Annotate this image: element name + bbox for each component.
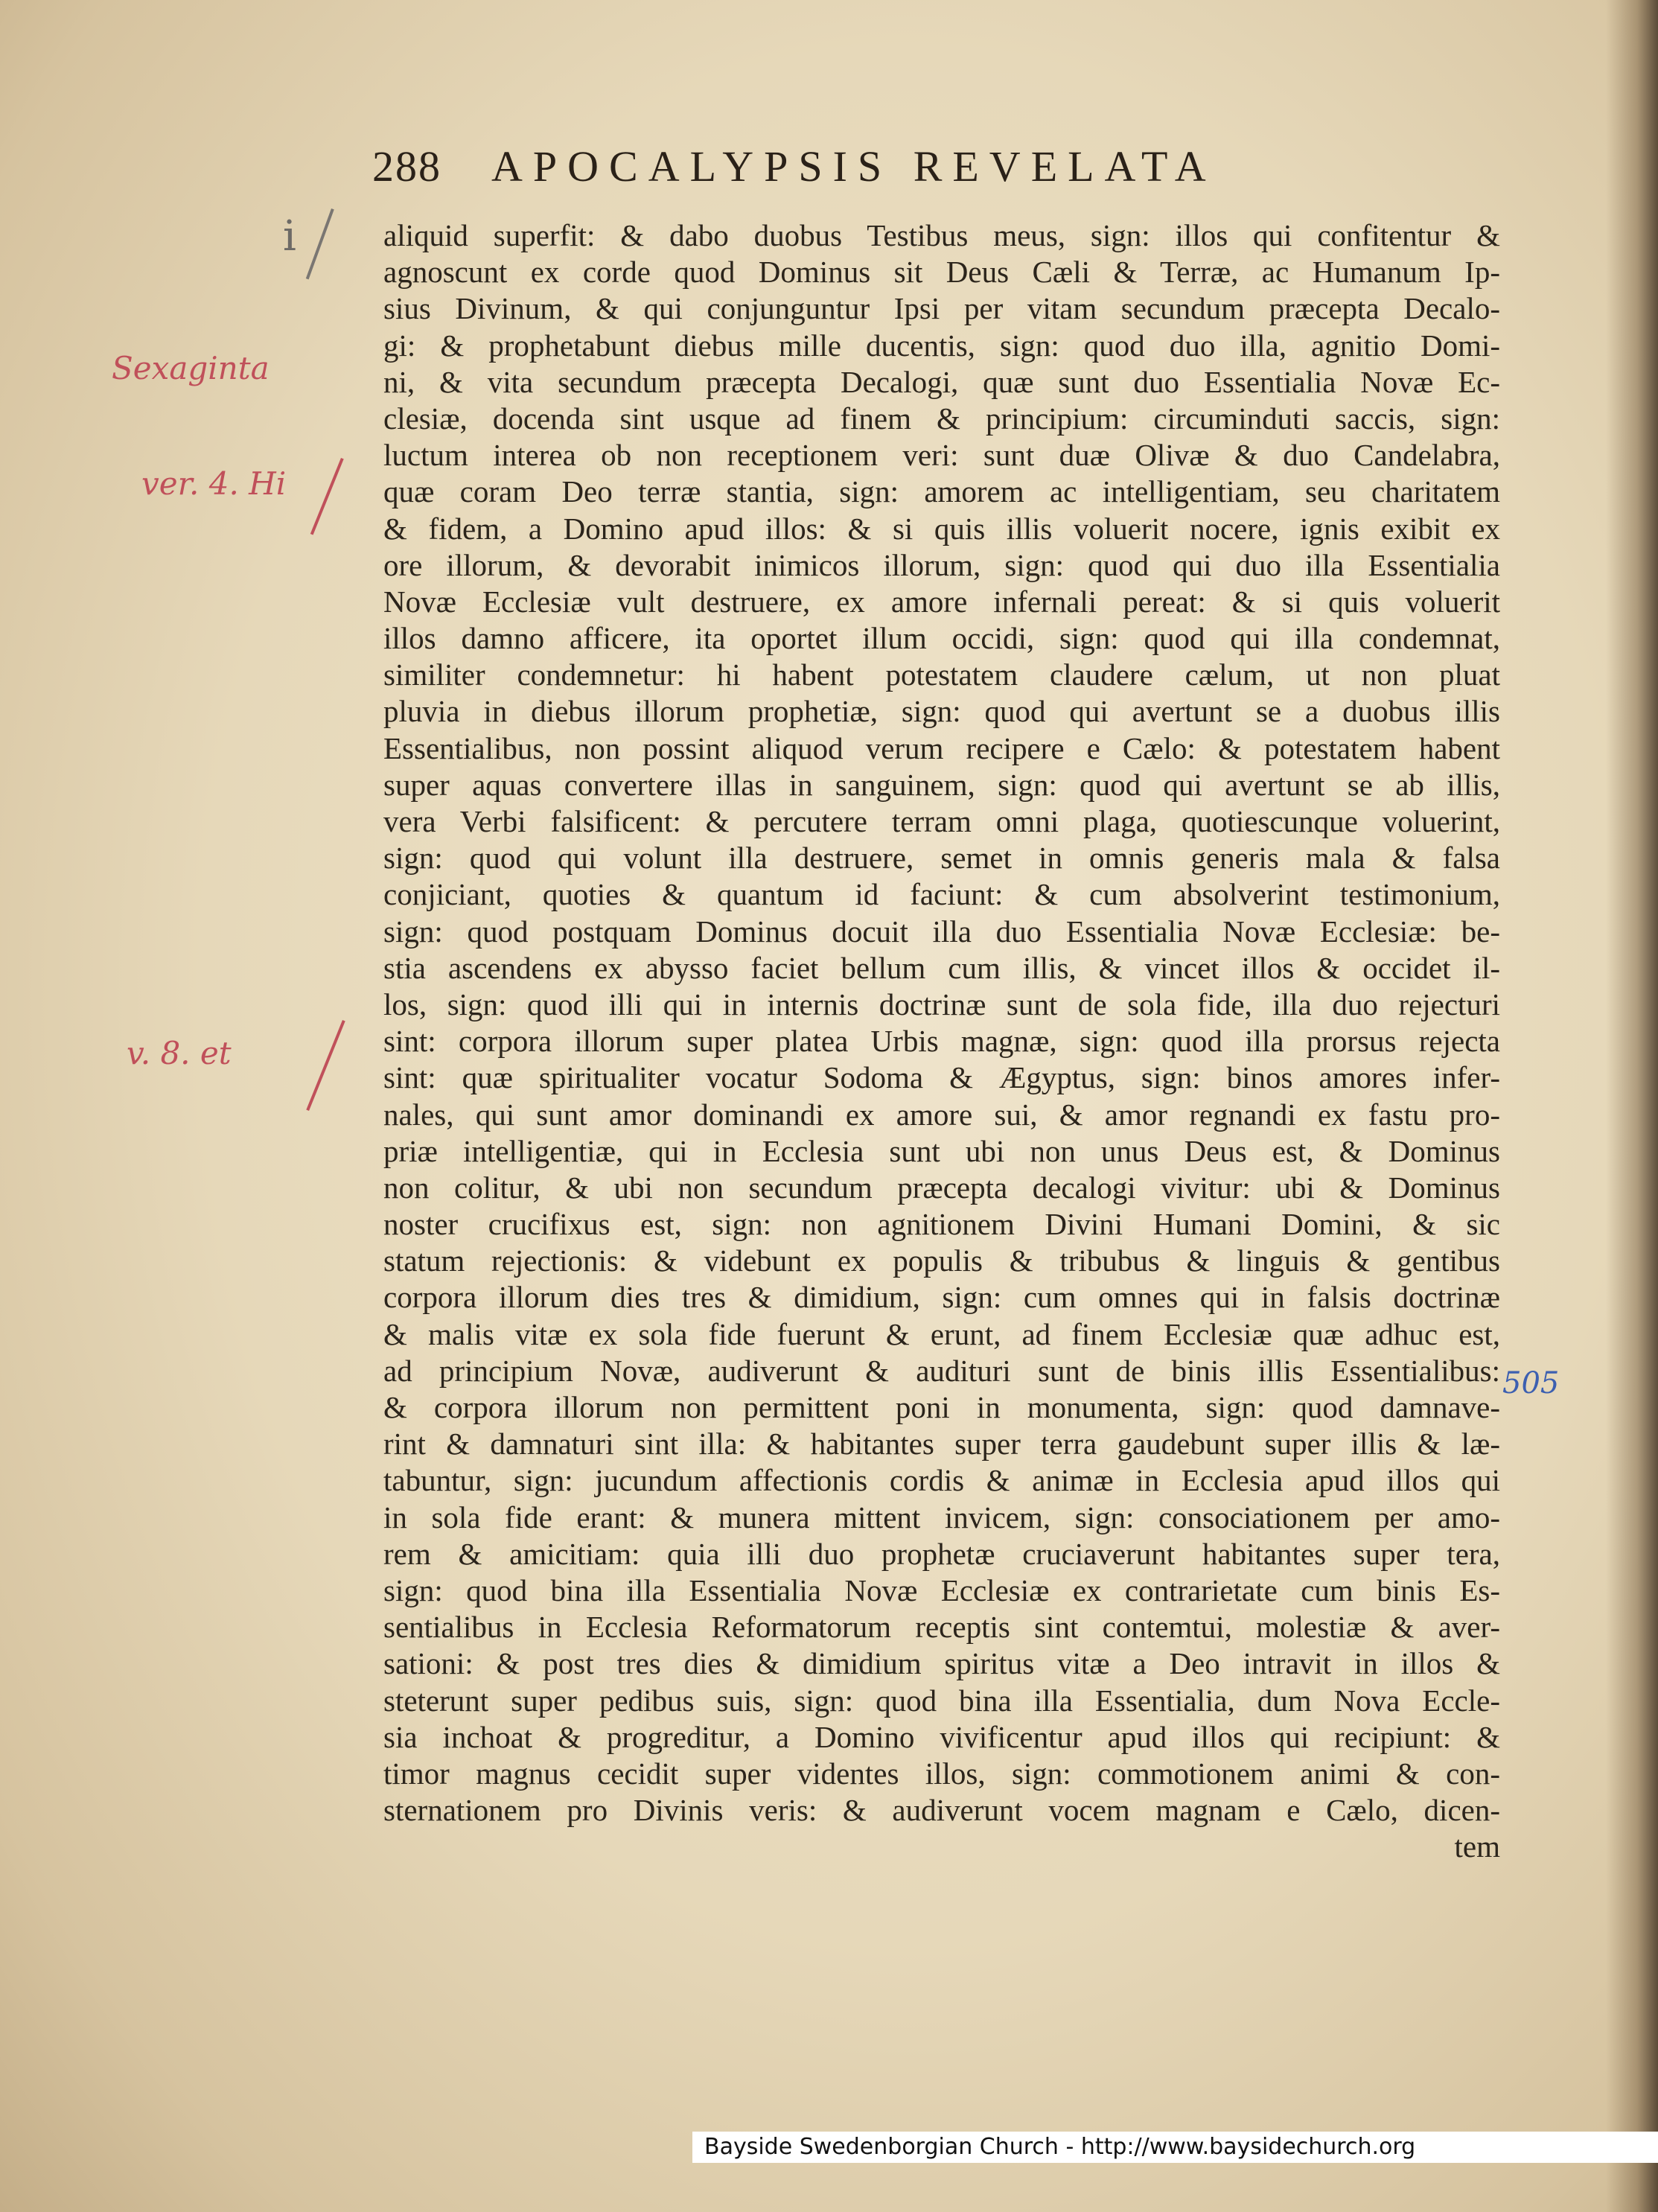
text-line: stia ascendens ex abysso faciet bellum cum illis, & vincet illos & occidet il- <box>383 950 1500 985</box>
text-line: clesiæ, docenda sint usque ad finem & principium: circuminduti saccis, sign: <box>383 401 1500 436</box>
text-line: sationi: & post tres dies & dimidium spiritus vitæ a Deo intravit in illos & <box>383 1646 1500 1681</box>
margin-note-i: i <box>283 212 296 261</box>
text-line-catchword: tem <box>1454 1829 1500 1864</box>
text-line: los, sign: quod illi qui in internis doctrinæ sunt de sola fide, illa duo rejecturi <box>383 987 1500 1021</box>
text-line: sia inchoat & progreditur, a Domino vivificentur apud illos qui recipiunt: & <box>383 1719 1500 1754</box>
margin-note-sexaginta: Sexaginta <box>112 350 270 386</box>
text-line: sternationem pro Divinis veris: & audiverunt vocem magnam e Cælo, dicen- <box>383 1793 1500 1828</box>
text-line: nales, qui sunt amor dominandi ex amore sui, & amor regnandi ex fastu pro- <box>383 1097 1500 1132</box>
page-number: 288 <box>372 142 441 191</box>
text-line: agnoscunt ex corde quod Dominus sit Deus Cæli & Terræ, ac Humanum Ip- <box>383 255 1500 290</box>
page-title: APOCALYPSIS REVELATA <box>491 142 1217 191</box>
margin-stroke <box>306 1020 345 1111</box>
text-line: aliquid superfit: & dabo duobus Testibus meus, sign: illos qui confitentur & <box>383 218 1500 252</box>
text-line: sentialibus in Ecclesia Reformatorum receptis sint contemtui, molestiæ & aver- <box>383 1610 1500 1645</box>
text-line: non colitur, & ubi non secundum præcepta decalogi vivitur: ubi & Dominus <box>383 1170 1500 1205</box>
text-line: steterunt super pedibus suis, sign: quod bina illa Essentialia, dum Nova Eccle- <box>383 1683 1500 1718</box>
text-line: sint: corpora illorum super platea Urbis magnæ, sign: quod illa prorsus rejecta <box>383 1024 1500 1059</box>
text-line: priæ intelligentiæ, qui in Ecclesia sunt ubi non unus Deus est, & Dominus <box>383 1133 1500 1168</box>
text-line: rem & amicitiam: quia illi duo prophetæ cruciaverunt habitantes super tera, <box>383 1536 1500 1571</box>
text-line: statum rejectionis: & videbunt ex populis & tribubus & linguis & gentibus <box>383 1243 1500 1278</box>
text-line: tabuntur, sign: jucundum affectionis cordis & animæ in Ecclesia apud illos qui <box>383 1463 1500 1498</box>
page-body-text <box>383 217 1500 1865</box>
margin-note-ver4: ver. 4. Hi <box>141 465 287 502</box>
page-gutter-shadow <box>1606 0 1658 2212</box>
text-line: luctum interea ob non receptionem veri: sunt duæ Olivæ & duo Candelabra, <box>383 438 1500 473</box>
watermark-footer: Bayside Swedenborgian Church - http://www.baysidechurch.org <box>692 2132 1658 2163</box>
text-line: sius Divinum, & qui conjunguntur Ipsi per vitam secundum præcepta Decalo- <box>383 291 1500 326</box>
text-line: & fidem, a Domino apud illos: & si quis illis voluerit nocere, ignis exibit ex <box>383 511 1500 546</box>
running-head <box>372 141 1444 201</box>
text-line: quæ coram Deo terræ stantia, sign: amorem ac intelligentiam, seu charitatem <box>383 474 1500 509</box>
text-line: timor magnus cecidit super videntes illos, sign: commotionem animi & con- <box>383 1756 1500 1791</box>
text-line: & malis vitæ ex sola fide fuerunt & erunt, ad finem Ecclesiæ quæ adhuc est, <box>383 1316 1500 1351</box>
text-line: gi: & prophetabunt diebus mille ducentis, sign: quod duo illa, agnitio Domi- <box>383 328 1500 363</box>
margin-stroke <box>306 208 334 279</box>
text-line: in sola fide erant: & munera mittent invicem, sign: consociationem per amo- <box>383 1499 1500 1534</box>
text-line: sint: quæ spiritualiter vocatur Sodoma & Ægyptus, sign: binos amores infer- <box>383 1060 1500 1095</box>
text-line: vera Verbi falsificent: & percutere terram omni plaga, quotiescunque voluerint, <box>383 804 1500 838</box>
margin-stroke <box>310 458 344 535</box>
text-line: & corpora illorum non permittent poni in monumenta, sign: quod damnave- <box>383 1390 1500 1424</box>
text-line: ad principium Novæ, audiverunt & audituri sunt de binis illis Essentialibus: <box>383 1353 1500 1388</box>
text-line: sign: quod postquam Dominus docuit illa duo Essentialia Novæ Ecclesiæ: be- <box>383 914 1500 949</box>
text-line: illos damno afficere, ita oportet illum occidi, sign: quod qui illa condemnat, <box>383 621 1500 656</box>
text-line: corpora illorum dies tres & dimidium, sign: cum omnes qui in falsis doctrinæ <box>383 1280 1500 1315</box>
text-line: Novæ Ecclesiæ vult destruere, ex amore infernali pereat: & si quis voluerit <box>383 584 1500 619</box>
text-line: pluvia in diebus illorum prophetiæ, sign: quod qui avertunt se a duobus illis <box>383 694 1500 729</box>
text-line: sign: quod bina illa Essentialia Novæ Ecclesiæ ex contrarietate cum binis Es- <box>383 1572 1500 1607</box>
text-line: rint & damnaturi sint illa: & habitantes super terra gaudebunt super illis & læ- <box>383 1427 1500 1462</box>
text-line: Essentialibus, non possint aliquod verum recipere e Cælo: & potestatem habent <box>383 730 1500 765</box>
text-line: conjiciant, quoties & quantum id faciunt: & cum absolverint testimonium, <box>383 877 1500 912</box>
text-line: super aquas convertere illas in sanguinem, sign: quod qui avertunt se ab illis, <box>383 767 1500 802</box>
text-line: ore illorum, & devorabit inimicos illorum, sign: quod qui duo illa Essentialia <box>383 547 1500 582</box>
text-line: similiter condemnetur: hi habent potestatem claudere cælum, ut non pluat <box>383 657 1500 692</box>
margin-note-505: 505 <box>1502 1366 1560 1400</box>
text-line: ni, & vita secundum præcepta Decalogi, quæ sunt duo Essentialia Novæ Ec- <box>383 364 1500 399</box>
text-line: noster crucifixus est, sign: non agnitionem Divini Humani Domini, & sic <box>383 1207 1500 1242</box>
margin-note-v8: v. 8. et <box>127 1035 232 1071</box>
text-line: sign: quod qui volunt illa destruere, semet in omnis generis mala & falsa <box>383 841 1500 876</box>
